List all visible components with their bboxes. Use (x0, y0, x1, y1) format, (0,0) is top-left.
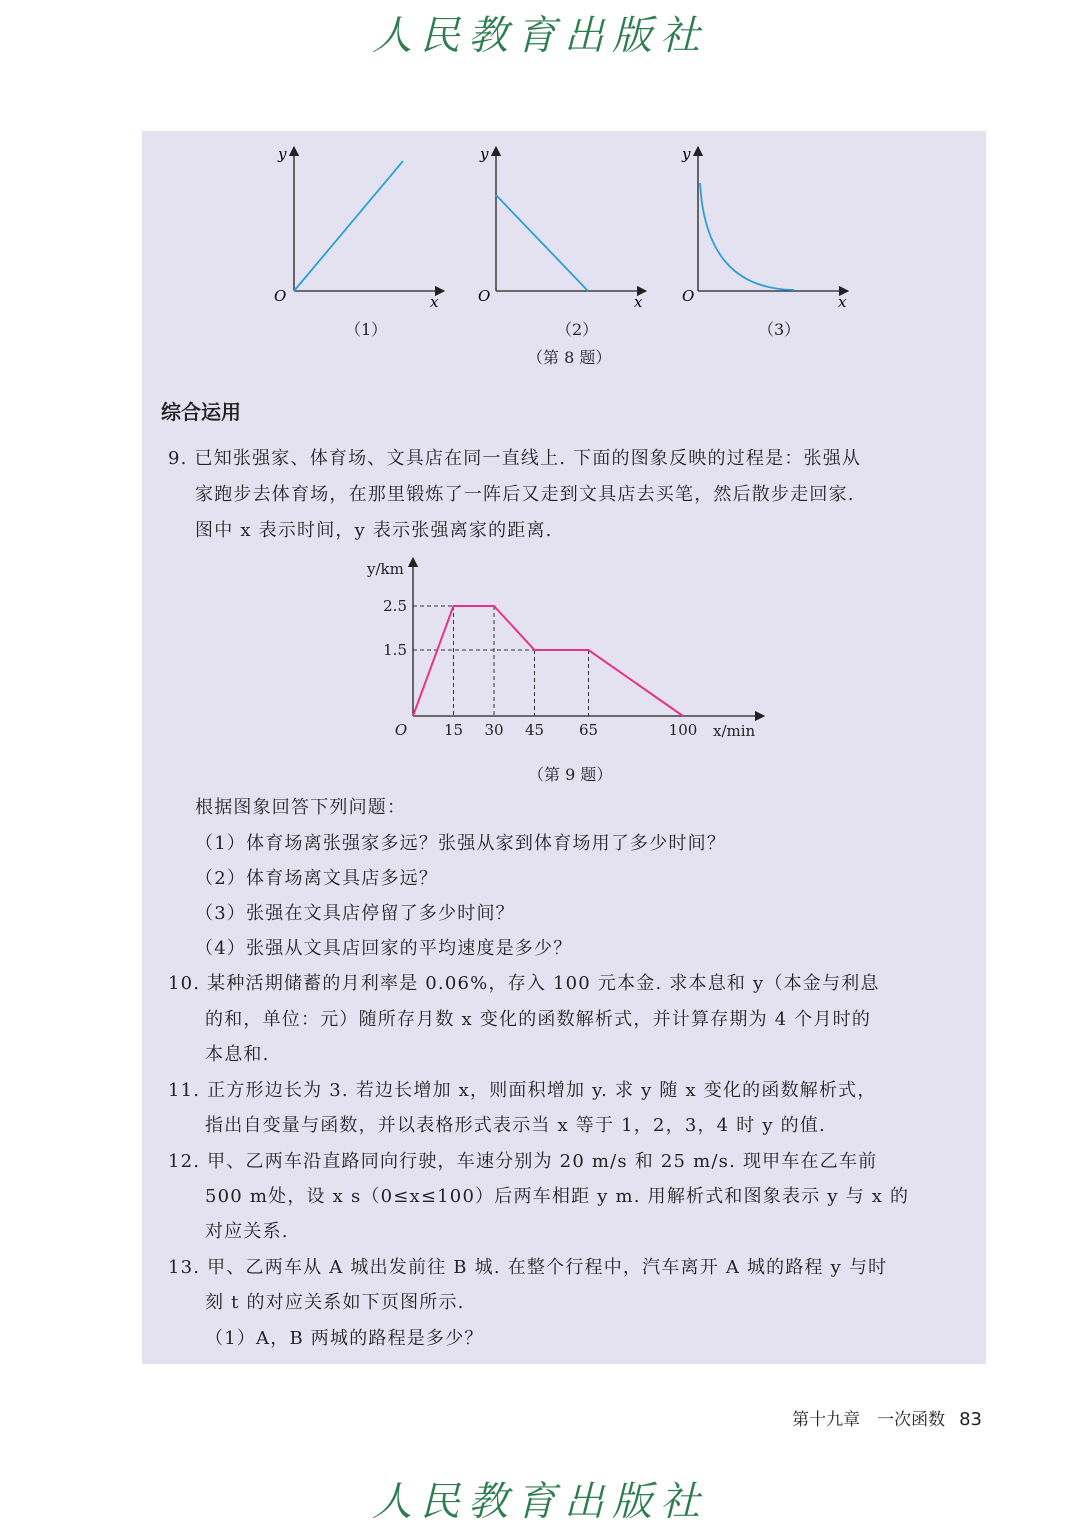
problem9-line-2: 家跑步去体育场，在那里锻炼了一阵后又走到文具店去买笔，然后散步走回家. (195, 484, 855, 505)
fig8-subcaption-3: （3） (758, 320, 801, 339)
y-tick-label: 2.5 (383, 597, 407, 615)
publisher-logo-bottom: 人民教育出版社 (372, 1479, 708, 1525)
fig8-subcaption-1: （1） (345, 320, 388, 339)
fig9-chart (360, 552, 780, 752)
problem12-line-1: 12. 甲、乙两车沿直路同向行驶，车速分别为 20 m/s 和 25 m/s. 现甲车在乙车前 (168, 1151, 878, 1172)
problem9-question-3: （3）张强在文具店停留了多少时间？ (195, 903, 515, 924)
problem10-line-2: 的和，单位：元）随所存月数 x 变化的函数解析式，并计算存期为 4 个月时的 (205, 1009, 872, 1030)
page-footer (792, 1405, 982, 1430)
problem10-line-1: 10. 某种活期储蓄的月利率是 0.06%，存入 100 元本金. 求本息和 y（本金与利息 (168, 973, 880, 994)
y-axis-title: y/km (367, 560, 404, 578)
problem9-question-4: （4）张强从文具店回家的平均速度是多少？ (195, 938, 573, 959)
x-axis-label: x (838, 293, 847, 311)
fig8-line-decreasing (496, 195, 588, 291)
problem9-question-1: （1）体育场离张强家多远？张强从家到体育场用了多少时间？ (195, 833, 727, 854)
y-axis-label: y (682, 145, 691, 163)
publisher-logo-top: 人民教育出版社 (372, 13, 708, 59)
y-axis-label: y (278, 145, 287, 163)
x-tick-label: 45 (524, 721, 545, 739)
fig8-caption: （第 8 题） (527, 348, 612, 367)
x-axis-title: x/min (713, 722, 756, 740)
origin-label: O (682, 287, 695, 305)
problem12-line-3: 对应关系. (205, 1221, 289, 1242)
page-number: 83 (959, 1409, 982, 1430)
problem13-line-3: （1）A，B 两城的路程是多少？ (205, 1328, 484, 1349)
origin-label: O (394, 721, 408, 739)
origin-label: O (274, 287, 287, 305)
x-tick-label: 65 (578, 721, 599, 739)
x-tick-label: 30 (484, 721, 504, 739)
problem9-question-intro: 根据图象回答下列问题： (195, 797, 407, 818)
x-tick-label: 100 (668, 721, 698, 739)
fig8-graph-2 (472, 143, 652, 313)
problem11-line-2: 指出自变量与函数，并以表格形式表示当 x 等于 1，2，3，4 时 y 的值. (205, 1115, 826, 1136)
problem9-line-3: 图中 x 表示时间，y 表示张强离家的距离. (195, 520, 553, 541)
y-tick-label: 1.5 (383, 641, 407, 659)
origin-label: O (478, 287, 491, 305)
fig8-subcaption-2: （2） (556, 320, 599, 339)
problem11-line-1: 11. 正方形边长为 3. 若边长增加 x，则面积增加 y. 求 y 随 x 变化的函数解析式， (168, 1080, 877, 1101)
problem13-line-1: 13. 甲、乙两车从 A 城出发前往 B 城. 在整个行程中，汽车离开 A 城的路程 y 与时 (168, 1257, 888, 1278)
fig8-graph-1 (270, 143, 450, 313)
fig8-curve-decay (700, 183, 794, 290)
chapter-title: 第十九章 一次函数 (792, 1410, 946, 1430)
problem9-question-2: （2）体育场离文具店多远？ (195, 868, 439, 889)
fig8-graph-3 (674, 143, 854, 313)
fig9-caption: （第 9 题） (528, 765, 613, 784)
fig8-line-increasing (294, 161, 403, 291)
y-axis-label: y (480, 145, 489, 163)
problem10-line-3: 本息和. (205, 1044, 270, 1065)
x-axis-label: x (634, 293, 643, 311)
x-axis-label: x (430, 293, 439, 311)
problem12-line-2: 500 m处，设 x s（0≤x≤100）后两车相距 y m. 用解析式和图象表示 y 与 x 的 (205, 1186, 910, 1207)
problem9-line-1: 9. 已知张强家、体育场、文具店在同一直线上. 下面的图象反映的过程是：张强从 (168, 448, 862, 469)
x-tick-label: 15 (443, 721, 464, 739)
problem13-line-2: 刻 t 的对应关系如下页图所示. (205, 1292, 465, 1313)
section-heading: 综合运用 (161, 400, 241, 424)
